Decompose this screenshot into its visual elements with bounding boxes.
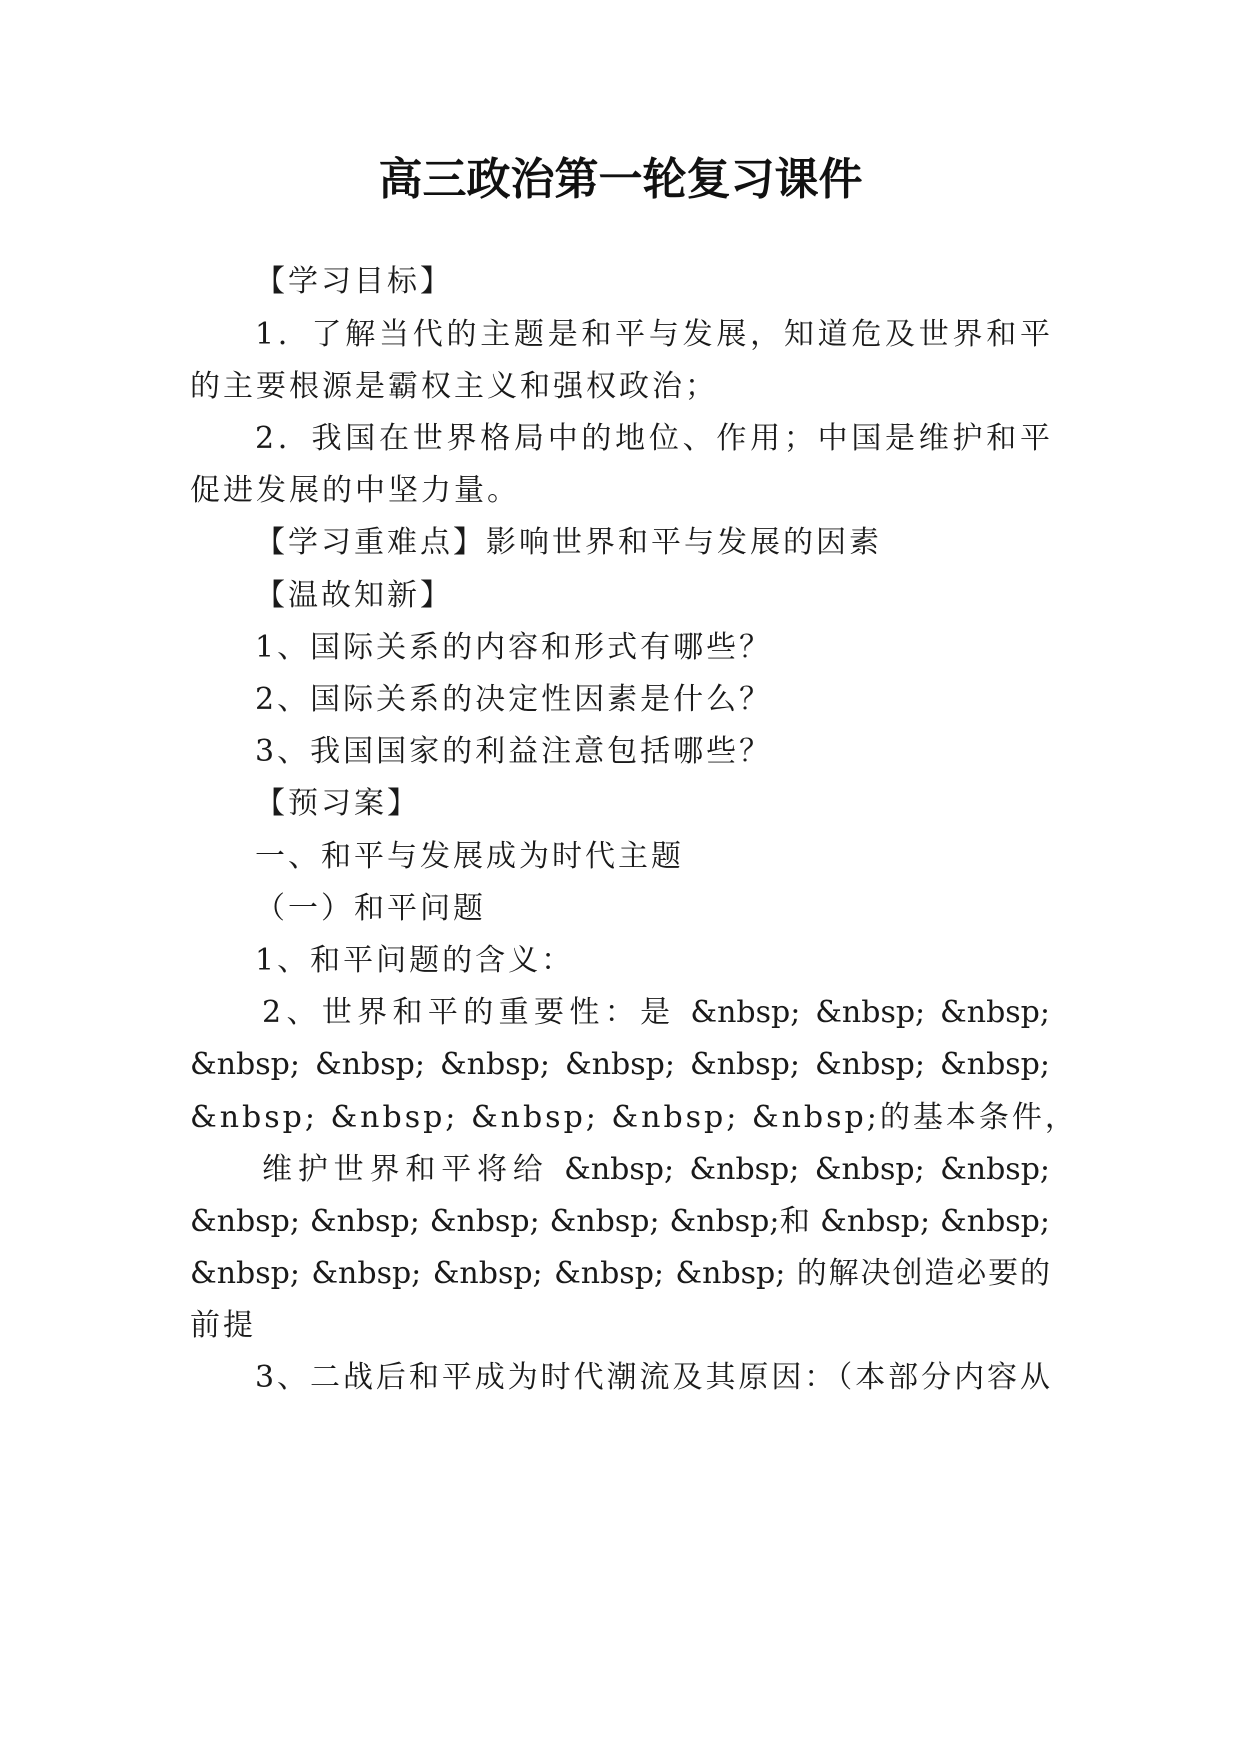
- section-heading-preview: 【预习案】: [255, 786, 420, 821]
- paragraph-line: &nbsp; &nbsp; &nbsp; &nbsp; &nbsp; 的解决创造必要的: [190, 1256, 1050, 1291]
- review-question: 1、国际关系的内容和形式有哪些？: [255, 630, 773, 665]
- section-heading-key-points: 【学习重难点】影响世界和平与发展的因素: [255, 525, 882, 560]
- paragraph-line: &nbsp; &nbsp; &nbsp; &nbsp; &nbsp; &nbsp; &nbsp;: [190, 1047, 1050, 1082]
- paragraph-line: 促进发展的中坚力量。: [190, 473, 520, 508]
- paragraph-line: 的主要根源是霸权主义和强权政治；: [190, 369, 718, 404]
- subsection-heading: （一）和平问题: [255, 891, 486, 926]
- paragraph-line: 2．我国在世界格局中的地位、作用；中国是维护和平: [255, 421, 1050, 456]
- paragraph-line: &nbsp; &nbsp; &nbsp; &nbsp; &nbsp;和 &nbsp; &nbsp;: [190, 1204, 1050, 1239]
- document-title: 高三政治第一轮复习课件: [378, 154, 863, 205]
- review-question: 2、国际关系的决定性因素是什么？: [255, 682, 773, 717]
- paragraph-line: 2、世界和平的重要性：是 &nbsp; &nbsp; &nbsp;: [262, 995, 1050, 1030]
- section-heading-review: 【温故知新】: [255, 578, 453, 613]
- paragraph-line: &nbsp; &nbsp; &nbsp; &nbsp; &nbsp;的基本条件，: [190, 1100, 1078, 1135]
- paragraph-line: 3、二战后和平成为时代潮流及其原因：（本部分内容从: [255, 1360, 1050, 1395]
- paragraph-line: 1、和平问题的含义：: [255, 943, 575, 978]
- section-heading-learning-goals: 【学习目标】: [255, 264, 453, 299]
- paragraph-line: 1．了解当代的主题是和平与发展，知道危及世界和平: [255, 317, 1050, 352]
- paragraph-line: 前提: [190, 1308, 256, 1343]
- subsection-heading: 一、和平与发展成为时代主题: [255, 839, 684, 874]
- review-question: 3、我国国家的利益注意包括哪些？: [255, 734, 773, 769]
- paragraph-line: 维护世界和平将给 &nbsp; &nbsp; &nbsp; &nbsp;: [262, 1152, 1050, 1187]
